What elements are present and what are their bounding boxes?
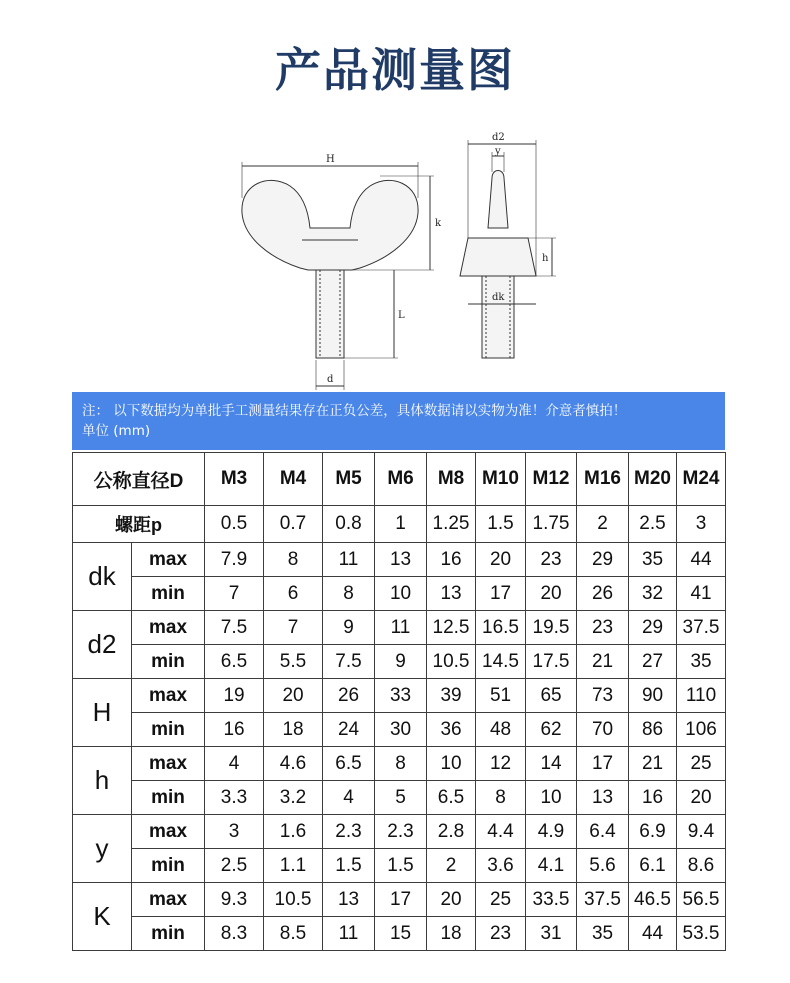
min-label: min	[132, 645, 205, 679]
max-value: 37.5	[577, 883, 629, 917]
min-label: min	[132, 849, 205, 883]
max-value: 25	[476, 883, 526, 917]
max-value: 110	[677, 679, 726, 713]
max-label: max	[132, 747, 205, 781]
min-value: 86	[629, 713, 677, 747]
size-header: M3	[205, 453, 264, 506]
min-value: 32	[629, 577, 677, 611]
pitch-value: 2.5	[629, 506, 677, 543]
label-d: d	[327, 374, 334, 385]
min-value: 3.6	[476, 849, 526, 883]
notice-text: 注： 以下数据均为单批手工测量结果存在正负公差，具体数据请以实物为准！介意者慎拍！	[82, 403, 627, 419]
pitch-value: 2	[577, 506, 629, 543]
label-d2: d2	[492, 132, 505, 143]
max-value: 8	[375, 747, 427, 781]
min-value: 36	[427, 713, 476, 747]
min-value: 8.5	[264, 917, 323, 951]
table-row	[73, 679, 726, 713]
min-value: 7	[205, 577, 264, 611]
max-value: 20	[264, 679, 323, 713]
pitch-value: 1.75	[526, 506, 577, 543]
min-value: 10.5	[427, 645, 476, 679]
max-value: 10.5	[264, 883, 323, 917]
min-value: 26	[577, 577, 629, 611]
max-value: 6.5	[323, 747, 375, 781]
min-value: 53.5	[677, 917, 726, 951]
min-value: 35	[677, 645, 726, 679]
table-row	[73, 781, 726, 815]
min-value: 20	[526, 577, 577, 611]
param-label: y	[73, 815, 132, 883]
max-value: 2.3	[323, 815, 375, 849]
pitch-value: 1.25	[427, 506, 476, 543]
max-value: 7.9	[205, 543, 264, 577]
min-value: 8	[323, 577, 375, 611]
min-value: 7.5	[323, 645, 375, 679]
max-value: 17	[577, 747, 629, 781]
max-value: 4	[205, 747, 264, 781]
max-value: 6.9	[629, 815, 677, 849]
min-value: 8.3	[205, 917, 264, 951]
param-label: H	[73, 679, 132, 747]
max-value: 3	[205, 815, 264, 849]
pitch-value: 0.5	[205, 506, 264, 543]
measurement-notice	[72, 392, 725, 450]
size-header: M6	[375, 453, 427, 506]
param-label: h	[73, 747, 132, 815]
max-value: 35	[629, 543, 677, 577]
min-value: 30	[375, 713, 427, 747]
max-value: 1.6	[264, 815, 323, 849]
min-value: 18	[427, 917, 476, 951]
max-value: 13	[323, 883, 375, 917]
max-label: max	[132, 883, 205, 917]
pitch-value: 3	[677, 506, 726, 543]
min-value: 62	[526, 713, 577, 747]
min-value: 4.1	[526, 849, 577, 883]
max-value: 17	[375, 883, 427, 917]
size-header: M20	[629, 453, 677, 506]
min-value: 23	[476, 917, 526, 951]
dimension-drawing	[230, 128, 570, 390]
max-value: 23	[526, 543, 577, 577]
min-value: 10	[375, 577, 427, 611]
min-value: 1.1	[264, 849, 323, 883]
max-value: 13	[375, 543, 427, 577]
min-value: 13	[427, 577, 476, 611]
unit-text: 单位 (mm)	[82, 423, 151, 439]
min-value: 2.5	[205, 849, 264, 883]
pitch-value: 1.5	[476, 506, 526, 543]
min-value: 14.5	[476, 645, 526, 679]
min-value: 4	[323, 781, 375, 815]
min-value: 6.1	[629, 849, 677, 883]
max-value: 9.3	[205, 883, 264, 917]
min-value: 6.5	[205, 645, 264, 679]
max-value: 29	[577, 543, 629, 577]
min-value: 17.5	[526, 645, 577, 679]
max-value: 10	[427, 747, 476, 781]
pitch-value: 1	[375, 506, 427, 543]
min-label: min	[132, 781, 205, 815]
nominal-diameter-label: 公称直径D	[73, 453, 205, 506]
max-value: 29	[629, 611, 677, 645]
min-value: 3.3	[205, 781, 264, 815]
max-value: 33	[375, 679, 427, 713]
max-value: 7	[264, 611, 323, 645]
max-value: 2.3	[375, 815, 427, 849]
table-row	[73, 713, 726, 747]
min-value: 9	[375, 645, 427, 679]
pitch-value: 0.7	[264, 506, 323, 543]
min-value: 3.2	[264, 781, 323, 815]
size-header: M10	[476, 453, 526, 506]
max-label: max	[132, 543, 205, 577]
max-value: 7.5	[205, 611, 264, 645]
min-value: 24	[323, 713, 375, 747]
min-value: 106	[677, 713, 726, 747]
min-value: 48	[476, 713, 526, 747]
min-value: 13	[577, 781, 629, 815]
max-value: 26	[323, 679, 375, 713]
max-value: 4.6	[264, 747, 323, 781]
min-label: min	[132, 713, 205, 747]
max-value: 20	[476, 543, 526, 577]
min-value: 5.6	[577, 849, 629, 883]
size-header: M24	[677, 453, 726, 506]
table-row	[73, 577, 726, 611]
min-value: 1.5	[375, 849, 427, 883]
min-value: 15	[375, 917, 427, 951]
min-value: 20	[677, 781, 726, 815]
page-title: 产品测量图	[275, 43, 515, 97]
min-value: 8	[476, 781, 526, 815]
max-value: 4.4	[476, 815, 526, 849]
min-value: 6	[264, 577, 323, 611]
max-value: 46.5	[629, 883, 677, 917]
max-value: 23	[577, 611, 629, 645]
label-H: H	[326, 154, 335, 165]
size-header: M5	[323, 453, 375, 506]
max-label: max	[132, 679, 205, 713]
max-label: max	[132, 815, 205, 849]
max-value: 4.9	[526, 815, 577, 849]
label-h: h	[542, 253, 549, 264]
min-value: 2	[427, 849, 476, 883]
max-value: 65	[526, 679, 577, 713]
pitch-value: 0.8	[323, 506, 375, 543]
max-value: 33.5	[526, 883, 577, 917]
table-row	[73, 747, 726, 781]
max-value: 12.5	[427, 611, 476, 645]
min-value: 8.6	[677, 849, 726, 883]
min-value: 16	[205, 713, 264, 747]
max-value: 19	[205, 679, 264, 713]
max-value: 16.5	[476, 611, 526, 645]
min-value: 17	[476, 577, 526, 611]
min-value: 1.5	[323, 849, 375, 883]
max-value: 90	[629, 679, 677, 713]
wing-screw-diagram	[230, 128, 570, 390]
param-label: K	[73, 883, 132, 951]
min-value: 41	[677, 577, 726, 611]
label-k: k	[435, 218, 442, 229]
table-row	[73, 917, 726, 951]
header-row	[73, 453, 726, 506]
max-value: 73	[577, 679, 629, 713]
min-value: 6.5	[427, 781, 476, 815]
min-value: 21	[577, 645, 629, 679]
min-value: 11	[323, 917, 375, 951]
min-value: 10	[526, 781, 577, 815]
min-value: 35	[577, 917, 629, 951]
min-value: 16	[629, 781, 677, 815]
max-value: 37.5	[677, 611, 726, 645]
spec-table	[72, 452, 726, 951]
max-value: 25	[677, 747, 726, 781]
size-header: M12	[526, 453, 577, 506]
size-header: M16	[577, 453, 629, 506]
max-value: 11	[323, 543, 375, 577]
max-value: 11	[375, 611, 427, 645]
max-value: 56.5	[677, 883, 726, 917]
min-value: 31	[526, 917, 577, 951]
max-value: 9	[323, 611, 375, 645]
table-row	[73, 883, 726, 917]
min-value: 70	[577, 713, 629, 747]
max-value: 21	[629, 747, 677, 781]
label-y: y	[495, 146, 501, 157]
size-header: M4	[264, 453, 323, 506]
max-value: 16	[427, 543, 476, 577]
max-label: max	[132, 611, 205, 645]
min-label: min	[132, 917, 205, 951]
max-value: 12	[476, 747, 526, 781]
max-value: 20	[427, 883, 476, 917]
min-value: 27	[629, 645, 677, 679]
max-value: 9.4	[677, 815, 726, 849]
max-value: 19.5	[526, 611, 577, 645]
min-value: 18	[264, 713, 323, 747]
param-label: d2	[73, 611, 132, 679]
max-value: 51	[476, 679, 526, 713]
param-label: dk	[73, 543, 132, 611]
table-row	[73, 543, 726, 577]
max-value: 2.8	[427, 815, 476, 849]
max-value: 8	[264, 543, 323, 577]
min-value: 44	[629, 917, 677, 951]
label-dk: dk	[492, 292, 505, 303]
min-value: 5.5	[264, 645, 323, 679]
min-value: 5	[375, 781, 427, 815]
max-value: 39	[427, 679, 476, 713]
max-value: 6.4	[577, 815, 629, 849]
label-L: L	[398, 310, 405, 321]
min-label: min	[132, 577, 205, 611]
table-row	[73, 815, 726, 849]
pitch-row	[73, 506, 726, 543]
size-header: M8	[427, 453, 476, 506]
table-row	[73, 611, 726, 645]
table-row	[73, 849, 726, 883]
table-row	[73, 645, 726, 679]
pitch-label: 螺距p	[73, 506, 205, 543]
max-value: 14	[526, 747, 577, 781]
max-value: 44	[677, 543, 726, 577]
